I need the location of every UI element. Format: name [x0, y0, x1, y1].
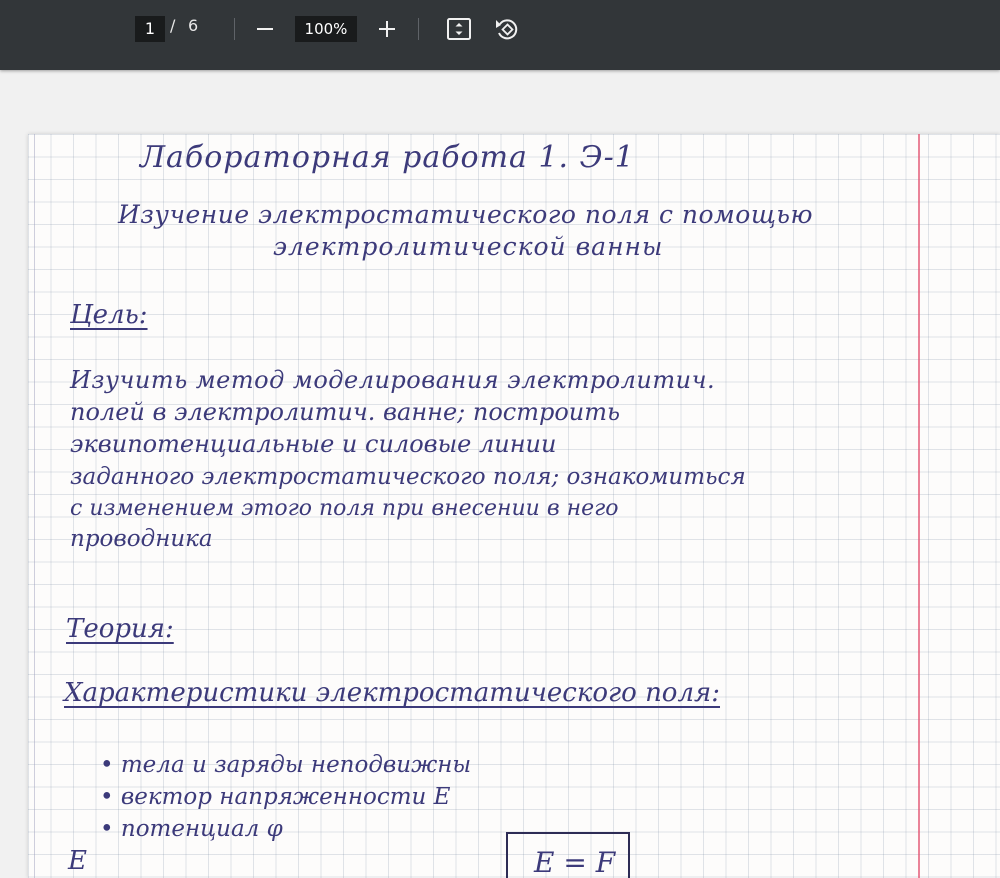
goal-text-line: с изменением этого поля при внесении в него [70, 496, 619, 521]
toolbar-divider [234, 18, 235, 40]
document-page [28, 134, 1000, 878]
goal-text-line: заданного электростатического поля; ознакомиться [70, 464, 746, 490]
bullet-item: • вектор напряженности E [100, 784, 451, 810]
pdf-toolbar [0, 0, 1000, 70]
formula-box-text: E = F [534, 846, 616, 878]
fit-to-page-icon [444, 14, 474, 44]
page-number-input[interactable]: 1 [135, 16, 165, 42]
zoom-out-button[interactable] [252, 14, 278, 44]
page-left-edge [34, 134, 35, 878]
goal-text-line: эквипотенциальные и силовые линии [70, 430, 557, 458]
goal-text-line: полей в электролитич. ванне; построить [70, 398, 621, 426]
bullet-item: • потенциал φ [100, 816, 283, 842]
zoom-level-input[interactable]: 100% [295, 16, 357, 42]
zoom-in-button[interactable] [374, 14, 400, 44]
document-title: Лабораторная работа 1. Э-1 [140, 140, 635, 175]
page-separator: / [170, 16, 176, 35]
characteristics-heading: Характеристики электростатического поля: [64, 678, 720, 708]
theory-heading: Теория: [66, 614, 174, 644]
fit-to-page-button[interactable] [444, 14, 474, 44]
document-subtitle-line2: электролитической ванны [273, 232, 664, 261]
plus-icon [374, 14, 400, 44]
rotate-counterclockwise-icon [492, 14, 522, 44]
bullet-item: • тела и заряды неподвижны [100, 752, 472, 778]
notebook-margin-line [918, 134, 920, 878]
goal-heading: Цель: [70, 300, 148, 330]
total-pages: 6 [188, 16, 199, 35]
goal-text-line: Изучить метод моделирования электролитич. [70, 366, 716, 394]
formula-symbol: E [68, 846, 87, 876]
minus-icon [252, 14, 278, 44]
toolbar-divider [418, 18, 419, 40]
goal-text-line: проводника [70, 526, 213, 552]
document-subtitle-line1: Изучение электростатического поля с помощью [118, 200, 813, 229]
rotate-counterclockwise-button[interactable] [492, 14, 522, 44]
document-viewer[interactable] [0, 70, 1000, 878]
